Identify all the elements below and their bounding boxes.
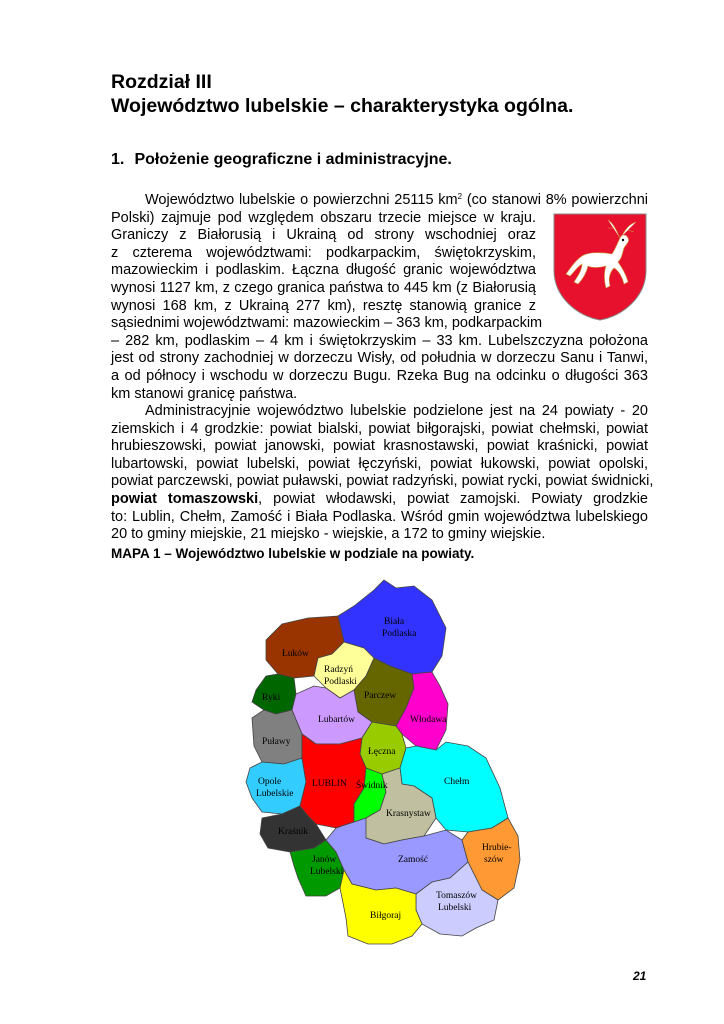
text-line: a od północy i wschodu w dorzeczu Bugu. Rzeka Bug na odcinku o długości 363 — [111, 367, 648, 384]
text-line: z czterema województwami: podkarpackim, świętokrzyskim, — [111, 244, 536, 261]
paragraph-administration — [111, 403, 654, 544]
text-line: km stanowi granicę państwa. — [111, 385, 298, 402]
text-line: wynosi 168 km, z Ukrainą 277 km), resztę stanowią granice z — [111, 297, 536, 314]
label-zamosc: Zamość — [398, 855, 429, 865]
text-line: jest od strony zachodniej w dorzeczu Wisły, od południa w dorzeczu Sanu i Tanwi, — [111, 350, 648, 367]
text-line: ziemskich i 4 grodzkie: powiat bialski, powiat biłgorajski, powiat chełmski, powiat — [111, 420, 648, 437]
page-number: 21 — [633, 969, 647, 983]
label-opole: Opole — [258, 777, 282, 787]
label-lublin: LUBLIN — [312, 779, 347, 789]
text-line: powiat tomaszowski, powiat włodawski, powiat zamojski. Powiaty grodzkie — [111, 490, 648, 507]
label-radzyn: Radzyń — [324, 665, 354, 675]
label-lubartow: Lubartów — [318, 715, 355, 725]
label-biala: Biała — [384, 617, 405, 627]
text-line: hrubieszowski, powiat janowski, powiat krasnostawski, powiat kraśnicki, powiat — [111, 438, 648, 455]
text-line: wynosi 1127 km, z czego granica państwa to 445 km (z Białorusią — [111, 279, 536, 296]
label-lubelskie: Lubelskie — [256, 789, 294, 799]
text-line: Graniczy z Białorusią i Ukrainą od strony wschodniej oraz — [111, 227, 536, 244]
label-krasnystaw: Krasnystaw — [386, 809, 431, 819]
label-szow: szów — [484, 855, 504, 865]
map-caption: MAPA 1 – Województwo lubelskie w podziale na powiaty. — [111, 546, 475, 561]
label-tomaszow: Tomaszów — [436, 891, 478, 901]
text-line: powiat parczewski, powiat puławski, powiat radzyński, powiat rycki, powiat świdnicki, — [111, 473, 654, 490]
text-line: – 282 km, podlaskim – 4 km i świętokrzyskim – 33 km. Lubelszczyzna położona — [111, 332, 648, 349]
label-pulawy: Puławy — [262, 737, 291, 747]
label-krasnik: Kraśnik — [278, 827, 309, 837]
label-wlodawa: Włodawa — [410, 715, 447, 725]
coat-of-arms-image — [552, 212, 648, 322]
label-ryki: Ryki — [262, 693, 281, 703]
lubelskie-districts-map — [236, 578, 526, 946]
text-line: Polski) zajmuje pod względem obszaru trzecie miejsce w kraju. — [111, 209, 536, 226]
section-heading — [111, 151, 452, 169]
label-chelm: Chełm — [444, 777, 470, 787]
section-number: 1. — [111, 151, 125, 168]
text-line: Województwo lubelskie o powierzchni 25115 $km^2$ (co stanowi 8% powierzchni — [145, 192, 648, 208]
label-podlaska: Podlaska — [382, 629, 417, 639]
label-bilgoraj: Biłgoraj — [370, 911, 402, 921]
label-tomaszow-lubelski: Lubelski — [438, 903, 472, 913]
label-janow-lubelski: Lubelski — [310, 867, 344, 877]
text-line: mazowieckim i podlaskim. Łączna długość granic województwa — [111, 262, 536, 279]
label-podlaski: Podlaski — [324, 677, 357, 687]
label-parczew: Parczew — [364, 691, 397, 701]
text-line: sąsiednimi województwami: mazowieckim – 363 km, podkarpackim — [111, 315, 543, 332]
text-line: lubartowski, powiat lubelski, powiat łęczyński, powiat łukowski, powiat opolski, — [111, 455, 648, 472]
text-line: 20 to gminy miejskie, 21 miejsko - wiejskie, a 172 to gminy wiejskie. — [111, 526, 546, 543]
label-janow: Janów — [312, 855, 337, 865]
label-lukow: Łuków — [282, 649, 309, 659]
label-swidnik: Świdnik — [356, 781, 388, 791]
text-line: to: Lublin, Chełm, Zamość i Biała Podlaska. Wśród gmin województwa lubelskiego — [111, 508, 648, 525]
text-line: Administracyjnie województwo lubelskie podzielone jest na 24 powiaty - 20 — [145, 403, 648, 419]
chapter-title: Rozdział III — [111, 71, 212, 93]
section-title: Położenie geograficzne i administracyjne. — [134, 151, 452, 168]
chapter-subtitle: Województwo lubelskie – charakterystyka ogólna. — [111, 95, 574, 117]
label-leczna: Łęczna — [368, 747, 396, 757]
label-hrubie: Hrubie- — [482, 843, 512, 853]
